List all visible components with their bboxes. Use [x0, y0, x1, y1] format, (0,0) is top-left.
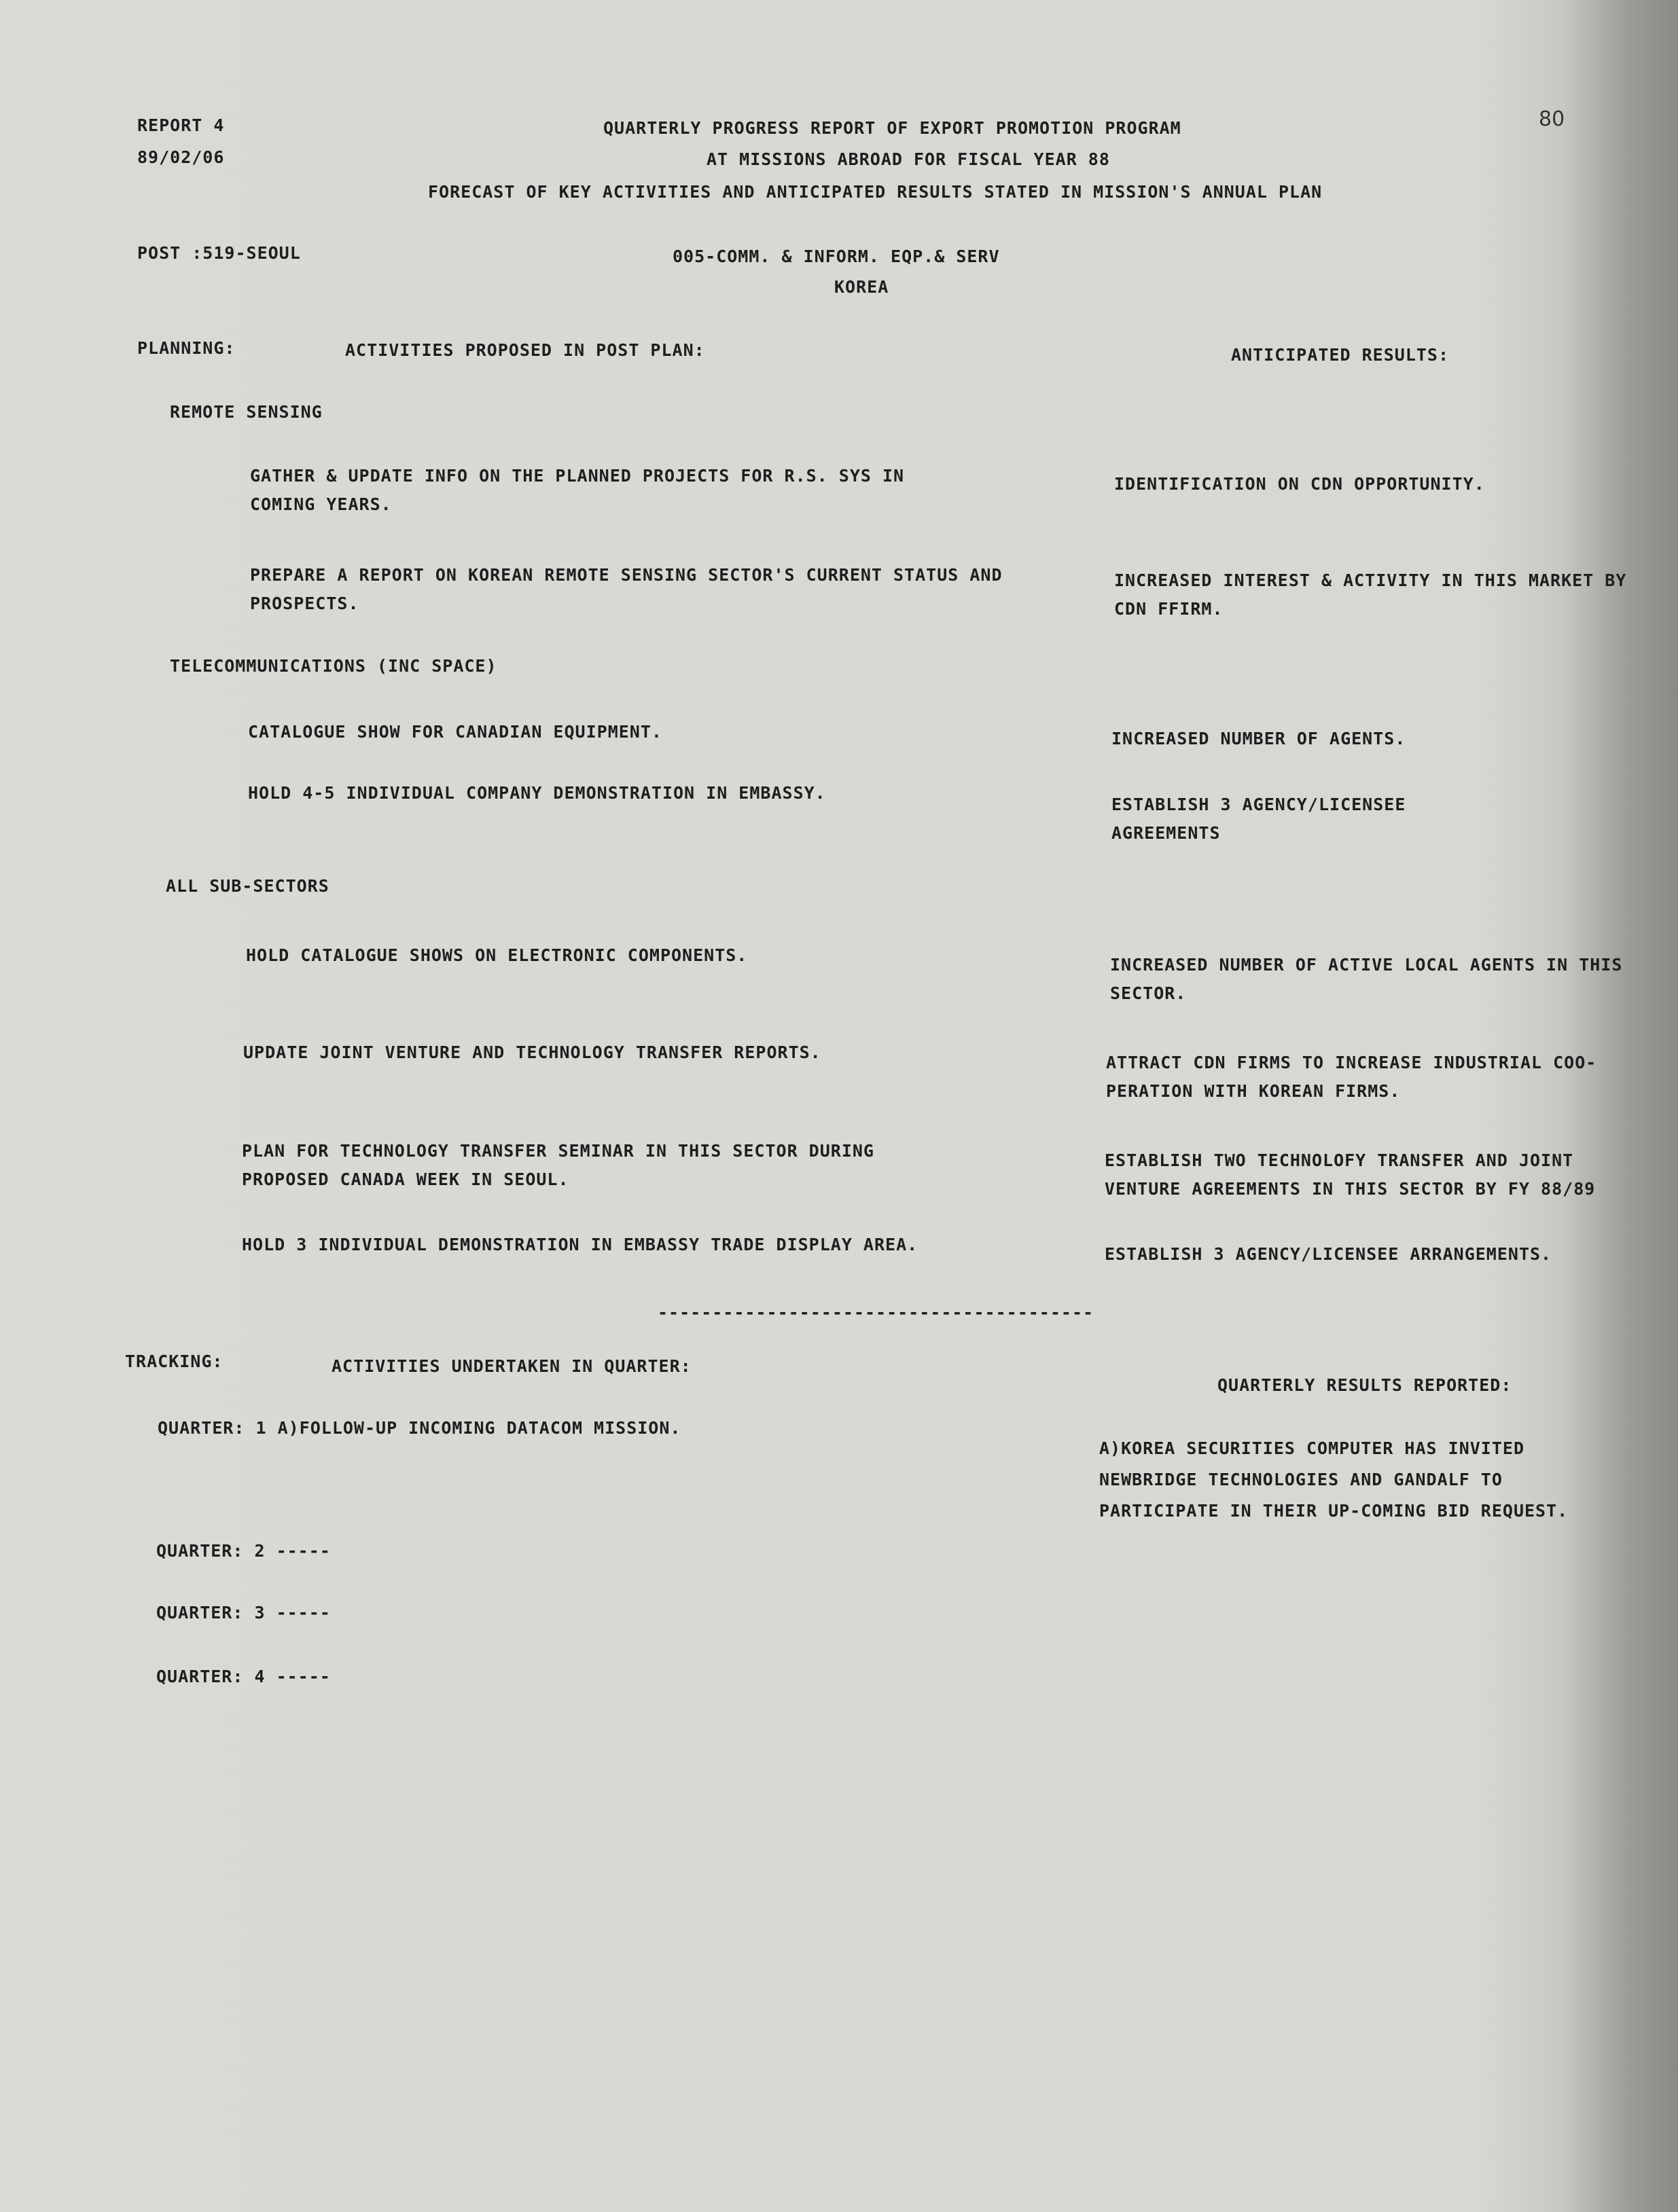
- result-item: INCREASED NUMBER OF AGENTS.: [1111, 729, 1406, 748]
- tracking-label: TRACKING:: [125, 1352, 224, 1371]
- report-title-line2: AT MISSIONS ABROAD FOR FISCAL YEAR 88: [707, 149, 1110, 169]
- activity-item: UPDATE JOINT VENTURE AND TECHNOLOGY TRANSFER REPORTS.: [243, 1042, 821, 1062]
- result-item: ESTABLISH 3 AGENCY/LICENSEE ARRANGEMENTS.: [1105, 1244, 1552, 1264]
- quarter-1-entry: QUARTER: 1 A)FOLLOW-UP INCOMING DATACOM MISSION.: [158, 1418, 681, 1438]
- result-item: ESTABLISH 3 AGENCY/LICENSEE AGREEMENTS: [1111, 795, 1406, 843]
- quarter-4-entry: QUARTER: 4 -----: [156, 1667, 331, 1686]
- activity-item: GATHER & UPDATE INFO ON THE PLANNED PROJECTS FOR R.S. SYS IN COMING YEARS.: [250, 466, 905, 514]
- activity-item: HOLD 3 INDIVIDUAL DEMONSTRATION IN EMBASSY TRADE DISPLAY AREA.: [242, 1235, 918, 1254]
- planning-label: PLANNING:: [137, 338, 236, 358]
- post-label: POST :519-SEOUL: [137, 243, 301, 263]
- activity-item: HOLD 4-5 INDIVIDUAL COMPANY DEMONSTRATION IN EMBASSY.: [248, 783, 826, 803]
- result-item: IDENTIFICATION ON CDN OPPORTUNITY.: [1114, 474, 1485, 494]
- report-id: REPORT 4: [137, 115, 225, 135]
- report-title-line1: QUARTERLY PROGRESS REPORT OF EXPORT PROMOTION PROGRAM: [603, 118, 1181, 138]
- group-title-all-sub-sectors: ALL SUB-SECTORS: [166, 876, 329, 896]
- result-item: ESTABLISH TWO TECHNOLOFY TRANSFER AND JOINT VENTURE AGREEMENTS IN THIS SECTOR BY FY 88/89: [1105, 1150, 1596, 1199]
- quarter-1-result: A)KOREA SECURITIES COMPUTER HAS INVITED NEWBRIDGE TECHNOLOGIES AND GANDALF TO PARTICIPATE IN THEIR UP-COMING BID REQUEST.: [1099, 1438, 1569, 1521]
- bleed-through-text: [1332, 163, 1341, 180]
- activity-item: PLAN FOR TECHNOLOGY TRANSFER SEMINAR IN THIS SECTOR DURING PROPOSED CANADA WEEK IN SEOUL.: [242, 1141, 874, 1189]
- country-label: KOREA: [834, 277, 889, 297]
- planning-activities-header: ACTIVITIES PROPOSED IN POST PLAN:: [345, 340, 705, 360]
- result-item: ATTRACT CDN FIRMS TO INCREASE INDUSTRIAL COO-PERATION WITH KOREAN FIRMS.: [1106, 1053, 1597, 1101]
- activity-item: HOLD CATALOGUE SHOWS ON ELECTRONIC COMPONENTS.: [246, 945, 748, 965]
- page-number: 80: [1539, 107, 1565, 131]
- group-title-remote-sensing: REMOTE SENSING: [170, 402, 323, 422]
- report-date: 89/02/06: [137, 147, 225, 167]
- result-item: INCREASED INTEREST & ACTIVITY IN THIS MARKET BY CDN FFIRM.: [1114, 570, 1627, 619]
- report-title-line3: FORECAST OF KEY ACTIVITIES AND ANTICIPATED RESULTS STATED IN MISSION'S ANNUAL PLAN: [428, 182, 1323, 202]
- section-divider: ----------------------------------------: [658, 1303, 1094, 1322]
- activity-item: CATALOGUE SHOW FOR CANADIAN EQUIPMENT.: [248, 722, 662, 742]
- planning-results-header: ANTICIPATED RESULTS:: [1231, 345, 1450, 365]
- sector-label: 005-COMM. & INFORM. EQP.& SERV: [673, 247, 1000, 266]
- activity-item: PREPARE A REPORT ON KOREAN REMOTE SENSING SECTOR'S CURRENT STATUS AND PROSPECTS.: [250, 565, 1003, 613]
- quarter-2-entry: QUARTER: 2 -----: [156, 1541, 331, 1561]
- tracking-activities-header: ACTIVITIES UNDERTAKEN IN QUARTER:: [332, 1356, 692, 1376]
- group-title-telecommunications: TELECOMMUNICATIONS (INC SPACE): [170, 656, 497, 676]
- tracking-results-header: QUARTERLY RESULTS REPORTED:: [1217, 1375, 1512, 1395]
- quarter-3-entry: QUARTER: 3 -----: [156, 1603, 331, 1622]
- result-item: INCREASED NUMBER OF ACTIVE LOCAL AGENTS IN THIS SECTOR.: [1110, 955, 1623, 1003]
